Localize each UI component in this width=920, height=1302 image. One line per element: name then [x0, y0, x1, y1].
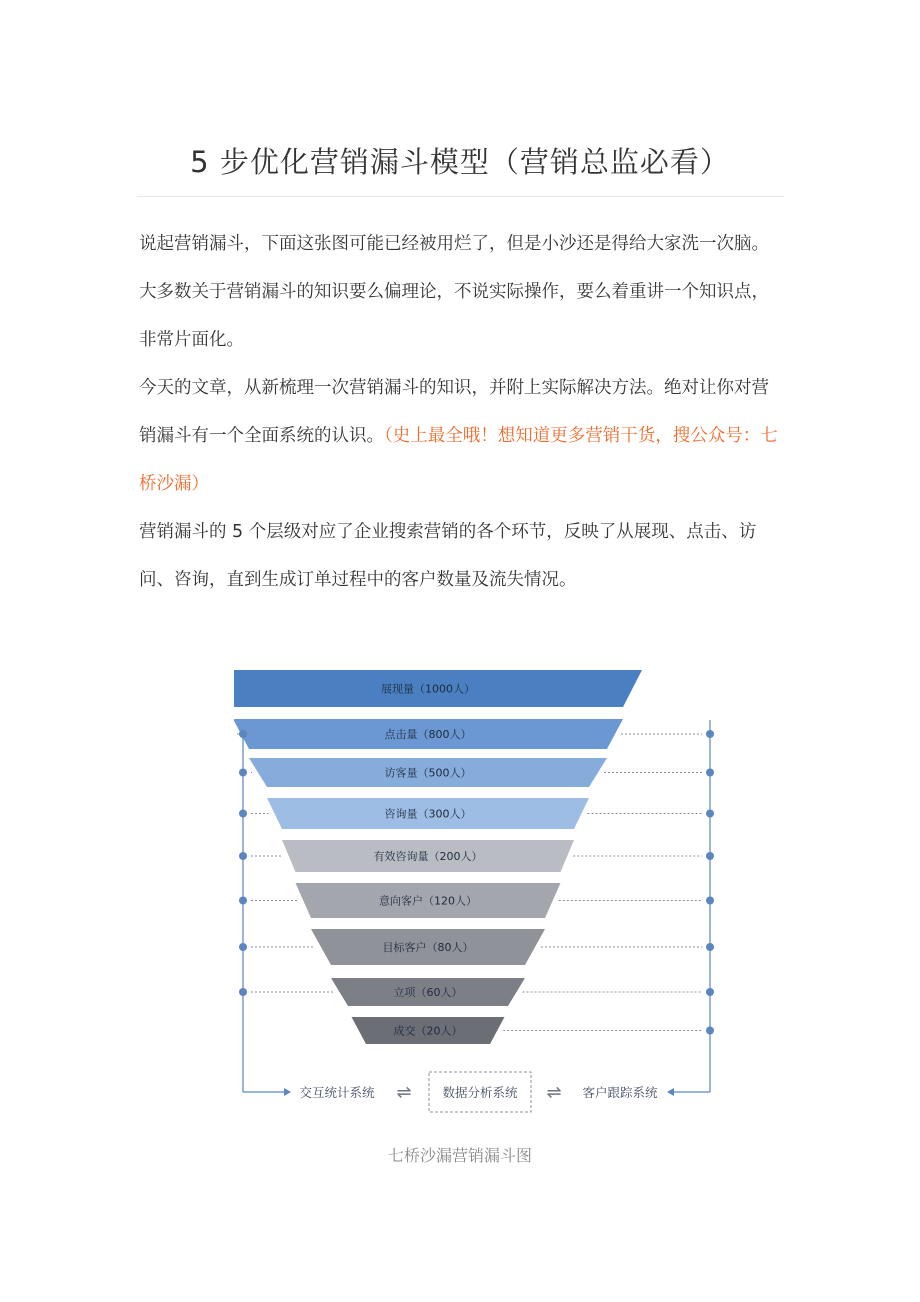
article-title: 5 步优化营销漏斗模型（营销总监必看） — [190, 145, 730, 179]
right-connector-dot — [706, 769, 714, 777]
funnel-figure — [234, 658, 724, 1120]
funnel-diagram — [234, 658, 724, 1120]
funnel-level-label: 意向客户（120人） — [379, 894, 477, 908]
promo-highlight: （史上最全哦！想知道更多营销干货，搜公众号：七桥沙漏） — [139, 426, 778, 494]
left-connector-dot — [239, 769, 247, 777]
exchange-arrows-icon: ⇌ — [546, 1082, 562, 1103]
right-connector-dot — [706, 730, 714, 738]
left-connector-dot — [239, 810, 247, 818]
paragraph-4 — [139, 508, 779, 604]
figure-caption: 七桥沙漏营销漏斗图 — [387, 1146, 532, 1165]
center-system-label: 数据分析系统 — [442, 1085, 518, 1100]
paragraph-1 — [139, 220, 779, 268]
left-arrow-head — [284, 1088, 291, 1096]
right-connector-dot — [706, 897, 714, 905]
right-connector-dot — [706, 852, 714, 860]
paragraph-3 — [139, 364, 779, 508]
paragraph-text: 营销漏斗的 5 个层级对应了企业搜索营销的各个环节，反映了从展现、点击、访问、咨询，直到生成订单过程中的客户数量及流失情况。 — [139, 522, 757, 590]
left-connector-dot — [239, 943, 247, 951]
article-body — [139, 220, 779, 604]
paragraph-text: 说起营销漏斗，下面这张图可能已经被用烂了，但是小沙还是得给大家洗一次脑。 — [139, 234, 769, 254]
left-connector-dot — [239, 730, 247, 738]
right-connector-dot — [706, 943, 714, 951]
title-divider — [137, 196, 784, 197]
right-connector-dot — [706, 988, 714, 996]
right-connector-dot — [706, 1027, 714, 1035]
left-connector-dot — [239, 988, 247, 996]
funnel-level-label: 有效咨询量（200人） — [373, 850, 483, 863]
funnel-level-label: 目标客户（80人） — [382, 941, 474, 954]
funnel-level-label: 点击量（800人） — [384, 728, 472, 741]
funnel-level-label: 咨询量（300人） — [384, 807, 472, 821]
funnel-level-label: 访客量（500人） — [384, 766, 472, 780]
funnel-level-label: 展现量（1000人） — [381, 682, 475, 696]
paragraph-text: 今天的文章，从新梳理一次营销漏斗的知识，并附上实际解决方法。绝对让你对营销漏斗有一个全面系统的认识。 — [139, 378, 769, 446]
paragraph-2 — [139, 268, 779, 364]
right-system-label: 客户跟踪系统 — [582, 1085, 658, 1100]
funnel-level-label: 成交（20人） — [393, 1024, 463, 1038]
right-arrow-head — [667, 1088, 674, 1096]
paragraph-text: 大多数关于营销漏斗的知识要么偏理论，不说实际操作，要么着重讲一个知识点，非常片面化。 — [139, 282, 769, 350]
funnel-level-label: 立项（60人） — [393, 986, 463, 999]
right-connector-dot — [706, 810, 714, 818]
left-system-label: 交互统计系统 — [299, 1085, 375, 1100]
left-connector-dot — [239, 852, 247, 860]
left-connector-dot — [239, 897, 247, 905]
exchange-arrows-icon: ⇌ — [396, 1082, 412, 1103]
